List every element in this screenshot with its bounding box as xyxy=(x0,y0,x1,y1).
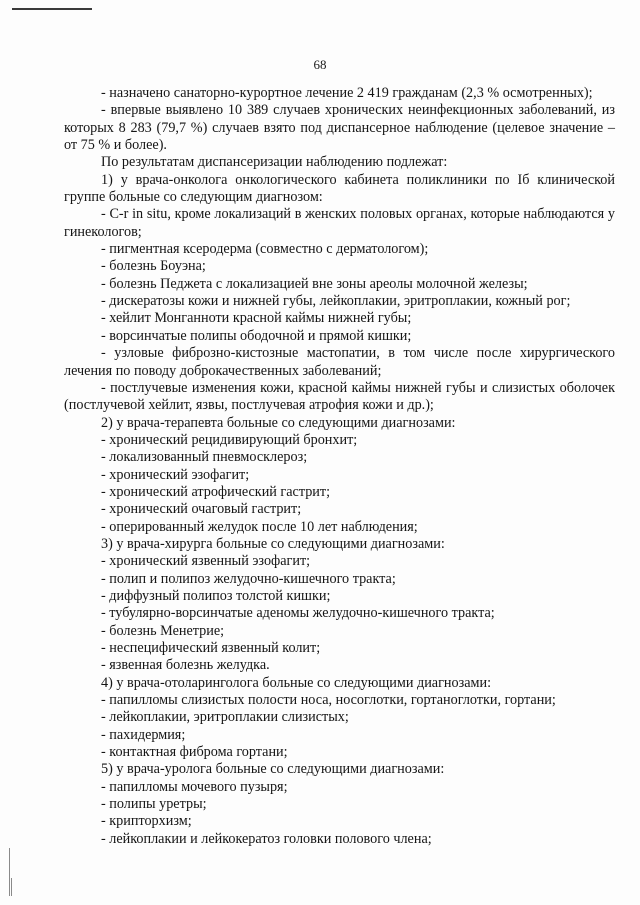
paragraph: - хронический атрофический гастрит; xyxy=(101,483,331,500)
paragraph: 2) у врача-терапевта больные со следующими диагнозами: xyxy=(101,414,456,431)
paragraph: - постлучевые изменения кожи, красной каймы нижней губы и слизистых оболочек (постлучевой хейлит, язвы, постлучевая атрофия кожи и др.); xyxy=(64,379,615,414)
scan-margin-mark xyxy=(11,878,12,896)
paragraph: По результатам диспансеризации наблюдению подлежат: xyxy=(101,154,448,171)
paragraph: - контактная фиброма гортани; xyxy=(101,744,288,761)
paragraph: - болезнь Менетрие; xyxy=(101,622,225,639)
paragraph: - узловые фиброзно-кистозные мастопатии, в том числе после хирургического лечения по поводу доброкачественных заболеваний; xyxy=(64,345,615,379)
paragraph: - хронический рецидивирующий бронхит; xyxy=(101,431,358,448)
paragraph: - полип и полипоз желудочно-кишечного тракта; xyxy=(101,570,396,587)
paragraph: - болезнь Боуэна; xyxy=(101,258,206,275)
paragraph: - оперированный желудок после 10 лет наблюдения; xyxy=(101,518,418,535)
paragraph: - хронический эзофагит; xyxy=(101,466,250,483)
paragraph: - ворсинчатые полипы ободочной и прямой кишки; xyxy=(101,327,412,344)
paragraph: - тубулярно-ворсинчатые аденомы желудочно-кишечного тракта; xyxy=(101,605,495,622)
scan-margin-mark xyxy=(9,848,10,896)
paragraph: 5) у врача-уролога больные со следующими диагнозами: xyxy=(101,761,445,778)
paragraph: - хронический язвенный эзофагит; xyxy=(101,553,311,570)
paragraph: - папилломы мочевого пузыря; xyxy=(101,778,288,795)
paragraph: 1) у врача-онколога онкологического кабинета поликлиники по Iб клинической группе больные со следующим диагнозом: xyxy=(64,171,615,206)
paragraph: - хронический очаговый гастрит; xyxy=(101,501,302,518)
paragraph: - язвенная болезнь желудка. xyxy=(101,657,270,674)
document-body xyxy=(64,85,615,848)
page-number: 68 xyxy=(313,57,327,72)
paragraph: - хейлит Монганноти красной каймы нижней губы; xyxy=(101,310,412,327)
paragraph: - пигментная ксеродерма (совместно с дерматологом); xyxy=(101,241,429,258)
paragraph: - папилломы слизистых полости носа, носоглотки, гортаноглотки, гортани; xyxy=(101,692,556,709)
paragraph: - диффузный полипоз толстой кишки; xyxy=(101,587,331,604)
paragraph: 3) у врача-хирурга больные со следующими диагнозами: xyxy=(101,535,445,552)
paragraph: - локализованный пневмосклероз; xyxy=(101,449,308,466)
paragraph: - крипторхизм; xyxy=(101,813,192,830)
paragraph: - C-r in situ, кроме локализаций в женских половых органах, которые наблюдаются у гинекологов; xyxy=(64,206,615,240)
paragraph: - лейкоплакии и лейкокератоз головки полового члена; xyxy=(101,830,432,847)
paragraph: - болезнь Педжета с локализацией вне зоны ареолы молочной железы; xyxy=(101,275,528,292)
paragraph: - лейкоплакии, эритроплакии слизистых; xyxy=(101,709,349,726)
paragraph: - неспецифический язвенный колит; xyxy=(101,640,321,656)
paragraph: - пахидермия; xyxy=(101,726,186,743)
paragraph: - впервые выявлено 10 389 случаев хронических неинфекционных заболеваний, из которых 8 283 (79,7 %) случаев взято под диспансерное наблюдение (целевое значение – от 75 % и более). xyxy=(64,102,615,154)
paragraph: - назначено санаторно-курортное лечение 2 419 гражданам (2,3 % осмотренных); xyxy=(101,85,593,101)
paragraph: - дискератозы кожи и нижней губы, лейкоплакии, эритроплакии, кожный рог; xyxy=(101,293,571,310)
paragraph: 4) у врача-отоларинголога больные со следующими диагнозами: xyxy=(101,674,492,691)
paragraph: - полипы уретры; xyxy=(101,796,207,813)
scan-edge-mark xyxy=(12,8,92,10)
